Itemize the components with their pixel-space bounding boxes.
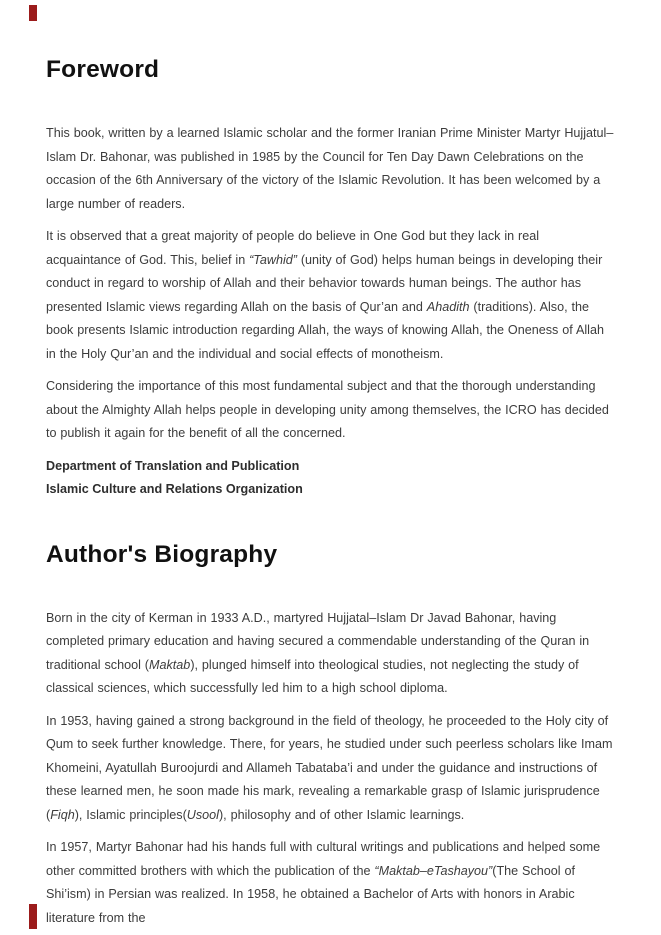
biography-section bbox=[46, 541, 615, 931]
italic-term: Ahadith bbox=[426, 299, 470, 314]
signature-block bbox=[46, 455, 615, 501]
text-run: (traditions). Also, the book presents Islamic introduction regarding Allah, the ways of knowing Allah, the Oneness of Allah in the Holy Qur’an and the individual and social effects of monotheism. bbox=[46, 299, 604, 361]
text-run: In 1957, Martyr Bahonar had his hands full with cultural writings and publications and helped some other committed brothers with which the publication of the bbox=[46, 840, 601, 878]
text-run: Born in the city of Kerman in 1933 A.D., martyred Hujjatal–Islam Dr Javad Bahonar, having completed primary education and having secured a commendable understanding of the Quran in traditional school ( bbox=[46, 610, 590, 672]
italic-term: Usool bbox=[186, 807, 219, 822]
biography-title: Author's Biography bbox=[46, 540, 278, 568]
italic-term: Maktab bbox=[149, 657, 191, 672]
text-run: ), plunged himself into theological studies, not neglecting the study of classical sciences, which successfully led him to a high school diploma. bbox=[46, 657, 579, 695]
biography-paragraphs bbox=[46, 607, 615, 931]
text-run: It is observed that a great majority of people do believe in One God but they lack in real acquaintance of God. This, belief in bbox=[46, 229, 540, 267]
text-run: (The School of Shi’ism) in Persian was realized. In 1958, he obtained a Bachelor of Arts with honors in Arabic literature from the bbox=[46, 863, 575, 925]
paragraph bbox=[46, 836, 615, 930]
text-run: Considering the importance of this most fundamental subject and that the thorough understanding about the Almighty Allah helps people in developing unity among themselves, the ICRO has decided to publish it again for the benefit of all the concerned. bbox=[46, 379, 609, 440]
page-edge-marker-bottom bbox=[29, 904, 37, 929]
italic-term: Fiqh bbox=[50, 807, 75, 822]
paragraph bbox=[46, 122, 615, 216]
page-edge-marker-top bbox=[29, 5, 37, 21]
italic-term: “Tawhid” bbox=[249, 252, 297, 267]
signature-line: Islamic Culture and Relations Organization bbox=[46, 481, 303, 496]
foreword-title: Foreword bbox=[46, 56, 160, 83]
foreword-section bbox=[46, 56, 615, 501]
text-run: (unity of God) helps human beings in developing their conduct in regard to worship of Allah and their behavior towards human beings. The author has presented Islamic views regarding Allah on the basis of Qur’an and bbox=[46, 252, 603, 314]
paragraph bbox=[46, 225, 615, 366]
foreword-paragraphs bbox=[46, 122, 615, 446]
paragraph bbox=[46, 710, 615, 828]
text-run: ), Islamic principles( bbox=[74, 807, 187, 822]
paragraph bbox=[46, 607, 615, 701]
italic-term: “Maktab–eTashayou” bbox=[374, 863, 493, 878]
text-run: ), philosophy and of other Islamic learnings. bbox=[218, 807, 465, 822]
text-run: This book, written by a learned Islamic scholar and the former Iranian Prime Minister Martyr Hujjatul–Islam Dr. Bahonar, was published in 1985 by the Council for Ten Day Dawn Celebrations on the occasion of the 6th Anniversary of the victory of the Islamic Revolution. It has been welcomed by a large number of readers. bbox=[46, 126, 614, 211]
text-run: In 1953, having gained a strong background in the field of theology, he proceeded to the Holy city of Qum to seek further knowledge. There, for years, he studied under such peerless scholars like Imam Khomeini, Ayatullah Buroojurdi and Allameh Tabataba’i and under the guidance and instructions of these learned men, he soon made his mark, revealing a remarkable grasp of Islamic jurisprudence ( bbox=[46, 713, 613, 822]
paragraph bbox=[46, 375, 615, 446]
signature-line: Department of Translation and Publication bbox=[46, 458, 300, 473]
